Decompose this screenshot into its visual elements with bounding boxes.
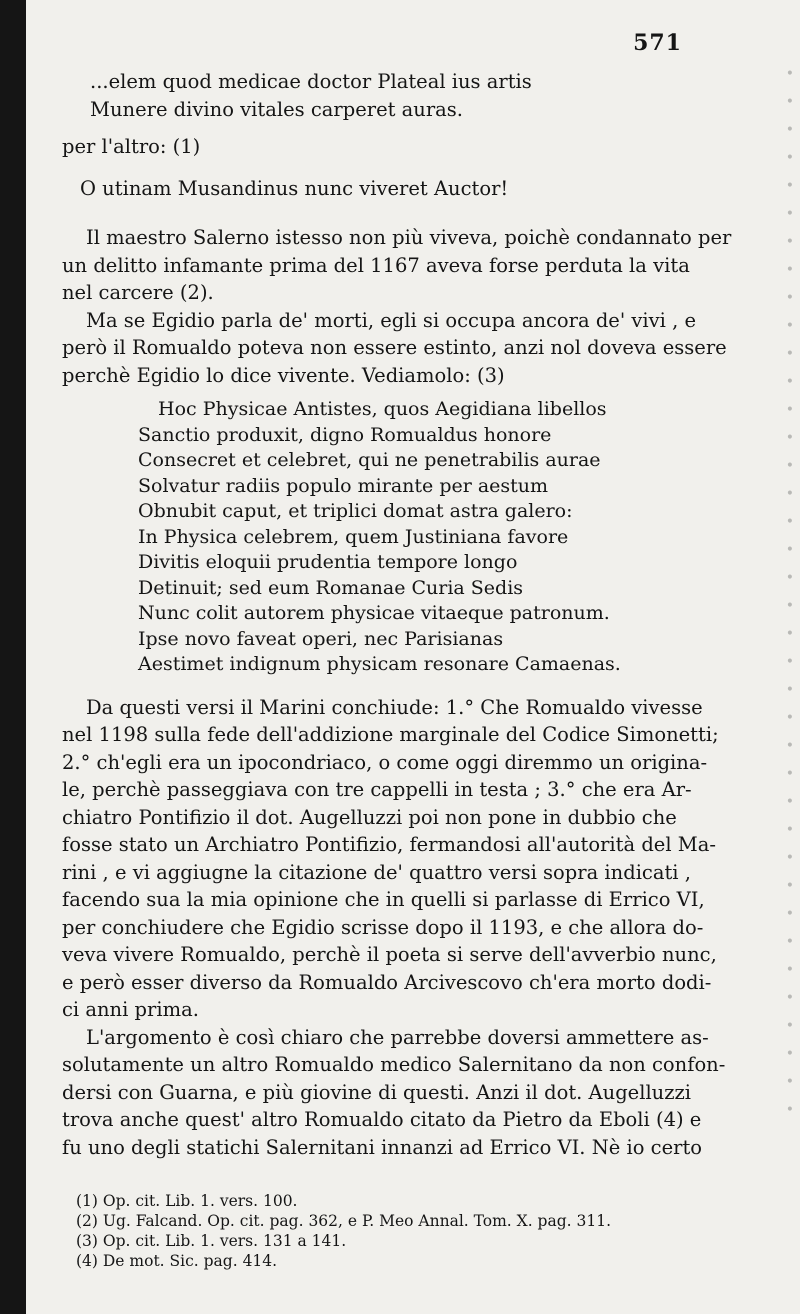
verse-line: In Physica celebrem, quem Justiniana favore [138, 525, 569, 548]
footnote: (3) Op. cit. Lib. 1. vers. 131 a 141. [76, 1232, 347, 1250]
page-number: 571 [633, 30, 682, 56]
verse-line: Munere divino vitales carperet auras. [90, 97, 463, 121]
header-verse [62, 68, 740, 123]
footnote: (2) Ug. Falcand. Op. cit. pag. 362, e P. Meo Annal. Tom. X. pag. 311. [76, 1212, 611, 1230]
footnotes [62, 1191, 740, 1271]
paragraph-line: Ma se Egidio parla de' morti, egli si occupa ancora de' vivi , e [86, 308, 697, 332]
verse-line: Obnubit caput, et triplici domat astra galero: [138, 500, 573, 522]
paragraph-line: L'argomento è così chiaro che parrebbe doversi ammettere as- [86, 1025, 709, 1049]
verse-line: Sanctio produxit, digno Romualdus honore [138, 423, 552, 446]
verse-line: Nunc colit autorem physicae vitaeque patronum. [138, 602, 610, 624]
verse-line: Aestimet indignum physicam resonare Camaenas. [138, 653, 621, 675]
page-text [62, 68, 740, 1271]
paragraph-line: nel 1198 sulla fede dell'addizione marginale del Codice Simonetti; [62, 723, 719, 746]
paragraph-4 [62, 1024, 740, 1162]
paragraph-1 [62, 224, 740, 307]
verse-line: Hoc Physicae Antistes, quos Aegidiana libellos [158, 398, 607, 420]
paragraph-line: nel carcere (2). [62, 281, 214, 304]
paragraph-line: dersi con Guarna, e più giovine di questi. Anzi il dot. Augelluzzi [62, 1080, 692, 1104]
verse-line: Ipse novo faveat operi, nec Parisianas [138, 627, 504, 650]
paragraph-line: le, perchè passeggiava con tre cappelli in testa ; 3.° che era Ar- [62, 778, 692, 801]
verse-line: Consecret et celebret, qui ne penetrabilis aurae [138, 449, 601, 471]
paragraph-line: rini , e vi aggiugne la citazione de' quattro versi sopra indicati , [62, 860, 691, 884]
paragraph-line: veva vivere Romualdo, perchè il poeta si serve dell'avverbio nunc, [62, 943, 717, 966]
paragraph-line: e però esser diverso da Romualdo Arcivescovo ch'era morto dodi- [62, 970, 712, 994]
footnote: (4) De mot. Sic. pag. 414. [76, 1252, 278, 1270]
bleed-through-shadow: • • • • • • • • • • • • • • • • • • • • • • • • • • • • • • • • • • • • • • [785, 66, 794, 1118]
verse-line: Detinuit; sed eum Romanae Curia Sedis [138, 576, 524, 599]
paragraph-line: solutamente un altro Romualdo medico Salernitano da non confon- [62, 1053, 726, 1076]
paragraph-line: ci anni prima. [62, 998, 199, 1021]
paragraph-line: un delitto infamante prima del 1167 aveva forse perduta la vita [62, 253, 690, 277]
paragraph-line: perchè Egidio lo dice vivente. Vediamolo: (3) [62, 363, 505, 387]
verse-line: Solvatur radiis populo mirante per aestum [138, 474, 549, 497]
verse-line: ...elem quod medicae doctor Plateal ius artis [90, 70, 532, 93]
paragraph-line: Il maestro Salerno istesso non più viveva, poichè condannato per [86, 226, 732, 249]
intro-label: per l'altro: (1) [62, 135, 201, 158]
paragraph-line: Da questi versi il Marini conchiude: 1.° Che Romualdo vivesse [86, 695, 703, 719]
paragraph-line: 2.° ch'egli era un ipocondriaco, o come oggi diremmo un origina- [62, 750, 708, 774]
paragraph-line: fosse stato un Archiatro Pontifizio, fermandosi all'autorità del Ma- [62, 833, 716, 856]
paragraph-line: chiatro Pontifizio il dot. Augelluzzi poi non pone in dubbio che [62, 805, 677, 829]
paragraph-line: per conchiudere che Egidio scrisse dopo il 1193, e che allora do- [62, 915, 704, 939]
paragraph-line: però il Romualdo poteva non essere estinto, anzi nol doveva essere [62, 336, 727, 359]
paragraph-2 [62, 307, 740, 390]
paragraph-line: trova anche quest' altro Romualdo citato da Pietro da Eboli (4) e [62, 1108, 702, 1131]
paragraph-line: facendo sua la mia opinione che in quelli si parlasse di Errico VI, [62, 888, 705, 911]
paragraph-3 [62, 694, 740, 1024]
quote-line: O utinam Musandinus nunc viveret Auctor! [80, 176, 509, 200]
footnote: (1) Op. cit. Lib. 1. vers. 100. [76, 1192, 298, 1210]
verse-line: Divitis eloquii prudentia tempore longo [138, 551, 518, 573]
quoted-verses [62, 397, 740, 678]
paragraph-line: fu uno degli statichi Salernitani innanzi ad Errico VI. Nè io certo [62, 1135, 703, 1159]
